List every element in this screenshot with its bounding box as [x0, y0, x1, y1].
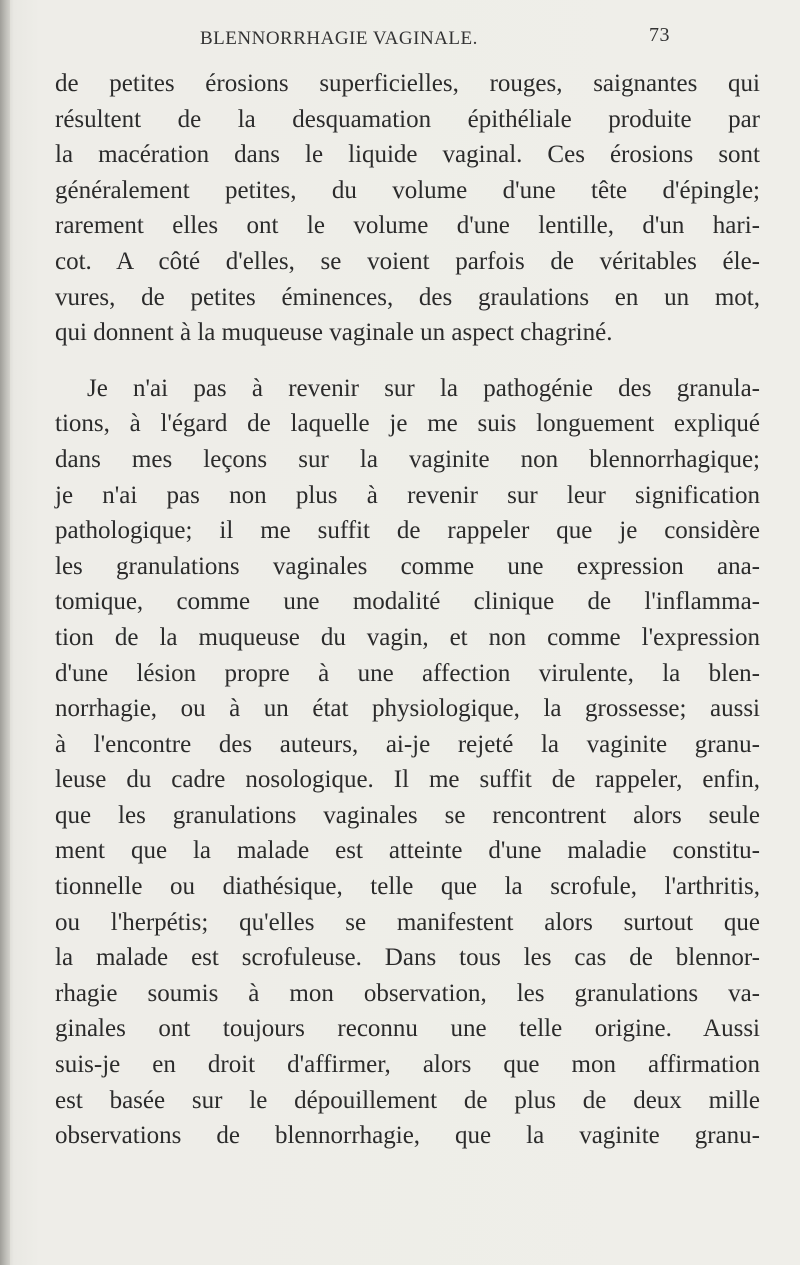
text-line: la macération dans le liquide vaginal. Ces érosions sont [55, 141, 760, 169]
text-line: la malade est scrofuleuse. Dans tous les cas de blennor- [55, 944, 760, 972]
text-line: dans mes leçons sur la vaginite non blennorrhagique; [55, 445, 760, 473]
page-gutter-shadow [0, 0, 10, 1265]
text-line: ginales ont toujours reconnu une telle origine. Aussi [55, 1015, 760, 1043]
body-text [55, 66, 760, 1154]
text-line: observations de blennorrhagie, que la vaginite granu- [55, 1122, 760, 1150]
text-line: tion de la muqueuse du vagin, et non comme l'expression [55, 623, 760, 651]
text-line: d'une lésion propre à une affection virulente, la blen- [55, 659, 760, 687]
paragraph-2 [55, 371, 760, 1154]
text-line: rarement elles ont le volume d'une lentille, d'un hari- [55, 212, 760, 240]
text-line: ment que la malade est atteinte d'une maladie constitu- [55, 837, 760, 865]
text-line: qui donnent à la muqueuse vaginale un aspect chagriné. [55, 319, 613, 347]
running-title: BLENNORRHAGIE VAGINALE. [200, 28, 478, 49]
text-line: est basée sur le dépouillement de plus de deux mille [55, 1086, 760, 1114]
paragraph-1 [55, 66, 760, 351]
page-number: 73 [649, 24, 670, 46]
text-line: vures, de petites éminences, des graulations en un mot, [55, 283, 760, 311]
text-line: de petites érosions superficielles, rouges, saignantes qui [55, 70, 760, 97]
text-line: généralement petites, du volume d'une tête d'épingle; [55, 176, 760, 204]
text-line: rhagie soumis à mon observation, les granulations va- [55, 979, 760, 1007]
text-line: à l'encontre des auteurs, ai-je rejeté la vaginite granu- [55, 730, 760, 758]
text-line: pathologique; il me suffit de rappeler que je considère [55, 517, 760, 545]
text-line: les granulations vaginales comme une expression ana- [55, 552, 760, 580]
text-line: norrhagie, ou à un état physiologique, la grossesse; aussi [55, 695, 760, 723]
text-line: tions, à l'égard de laquelle je me suis longuement expliqué [55, 410, 760, 438]
text-line: suis-je en droit d'affirmer, alors que mon affirmation [55, 1051, 760, 1079]
text-line: tomique, comme une modalité clinique de l'inflamma- [55, 588, 760, 616]
text-line: leuse du cadre nosologique. Il me suffit de rappeler, enfin, [55, 766, 760, 794]
text-line: tionnelle ou diathésique, telle que la scrofule, l'arthritis, [55, 873, 760, 901]
text-line: Je n'ai pas à revenir sur la pathogénie des granula- [87, 374, 760, 402]
text-line: ou l'herpétis; qu'elles se manifestent alors surtout que [55, 908, 760, 936]
text-line: cot. A côté d'elles, se voient parfois de véritables éle- [55, 247, 760, 275]
text-line: je n'ai pas non plus à revenir sur leur signification [55, 481, 760, 509]
text-line: résultent de la desquamation épithéliale produite par [55, 105, 760, 133]
text-line: que les granulations vaginales se rencontrent alors seule [55, 801, 760, 829]
